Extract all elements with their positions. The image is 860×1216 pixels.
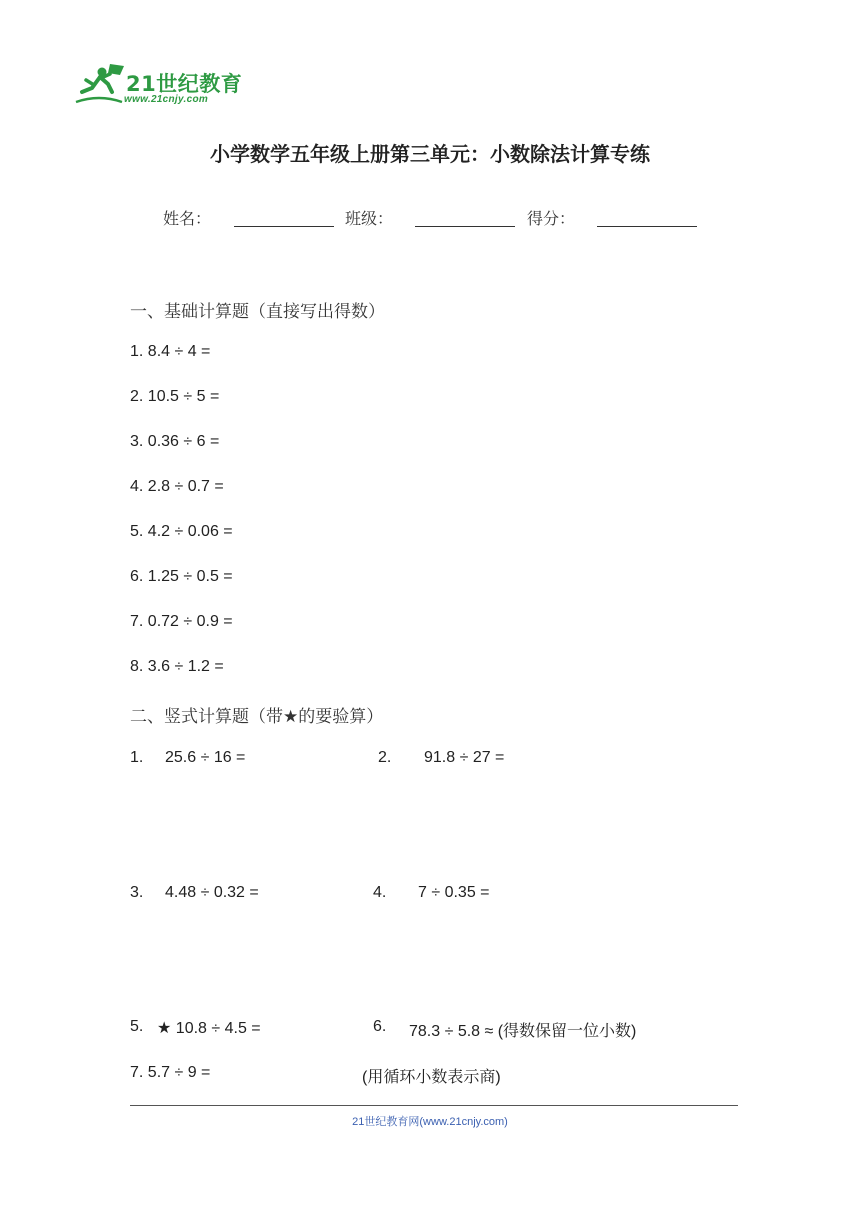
logo-url: www.21cnjy.com [124,94,209,105]
vertical-item-6-expression: 78.3 ÷ 5.8 ≈ (得数保留一位小数) [409,1023,637,1040]
vertical-item-5-number: 5. [130,1018,144,1035]
class-field[interactable] [415,226,515,227]
vertical-item-1-number: 1. [130,749,144,766]
running-man-icon [74,62,126,108]
basic-item-3: 3. 0.36 ÷ 6 = [130,433,220,450]
name-field[interactable] [234,226,334,227]
vertical-item-1-expression: 25.6 ÷ 16 = [165,749,246,766]
vertical-item-3-number: 3. [130,884,144,901]
section-2-heading: 二、竖式计算题（带★的要验算） [130,707,384,727]
vertical-item-4-expression: 7 ÷ 0.35 = [418,884,490,901]
footer-text: 21世纪教育网(www.21cnjy.com) [352,1116,508,1128]
vertical-item-4-number: 4. [373,884,387,901]
vertical-item-2-expression: 91.8 ÷ 27 = [424,749,505,766]
class-label: 班级： [345,209,394,228]
basic-item-7: 7. 0.72 ÷ 0.9 = [130,613,233,630]
basic-item-6: 6. 1.25 ÷ 0.5 = [130,568,233,585]
vertical-item-3-expression: 4.48 ÷ 0.32 = [165,884,259,901]
basic-item-5: 5. 4.2 ÷ 0.06 = [130,523,233,540]
name-label: 姓名： [163,209,212,228]
basic-item-2: 2. 10.5 ÷ 5 = [130,388,220,405]
basic-item-1: 1. 8.4 ÷ 4 = [130,343,211,360]
score-label: 得分： [527,209,576,228]
vertical-item-5-expression: ★ 10.8 ÷ 4.5 = [157,1020,261,1037]
score-field[interactable] [597,226,697,227]
logo [74,62,244,110]
page-title: 小学数学五年级上册第三单元：小数除法计算专练 [210,142,650,166]
footer-divider [130,1105,738,1106]
logo-text: 21世纪教育 [126,72,243,96]
vertical-item-6-number: 6. [373,1018,387,1035]
vertical-item-2-number: 2. [378,749,392,766]
vertical-item-7-note: (用循环小数表示商) [362,1069,501,1086]
vertical-item-7-expression: 7. 5.7 ÷ 9 = [130,1064,211,1081]
section-1-heading: 一、基础计算题（直接写出得数） [130,302,385,322]
basic-item-4: 4. 2.8 ÷ 0.7 = [130,478,224,495]
basic-item-8: 8. 3.6 ÷ 1.2 = [130,658,224,675]
